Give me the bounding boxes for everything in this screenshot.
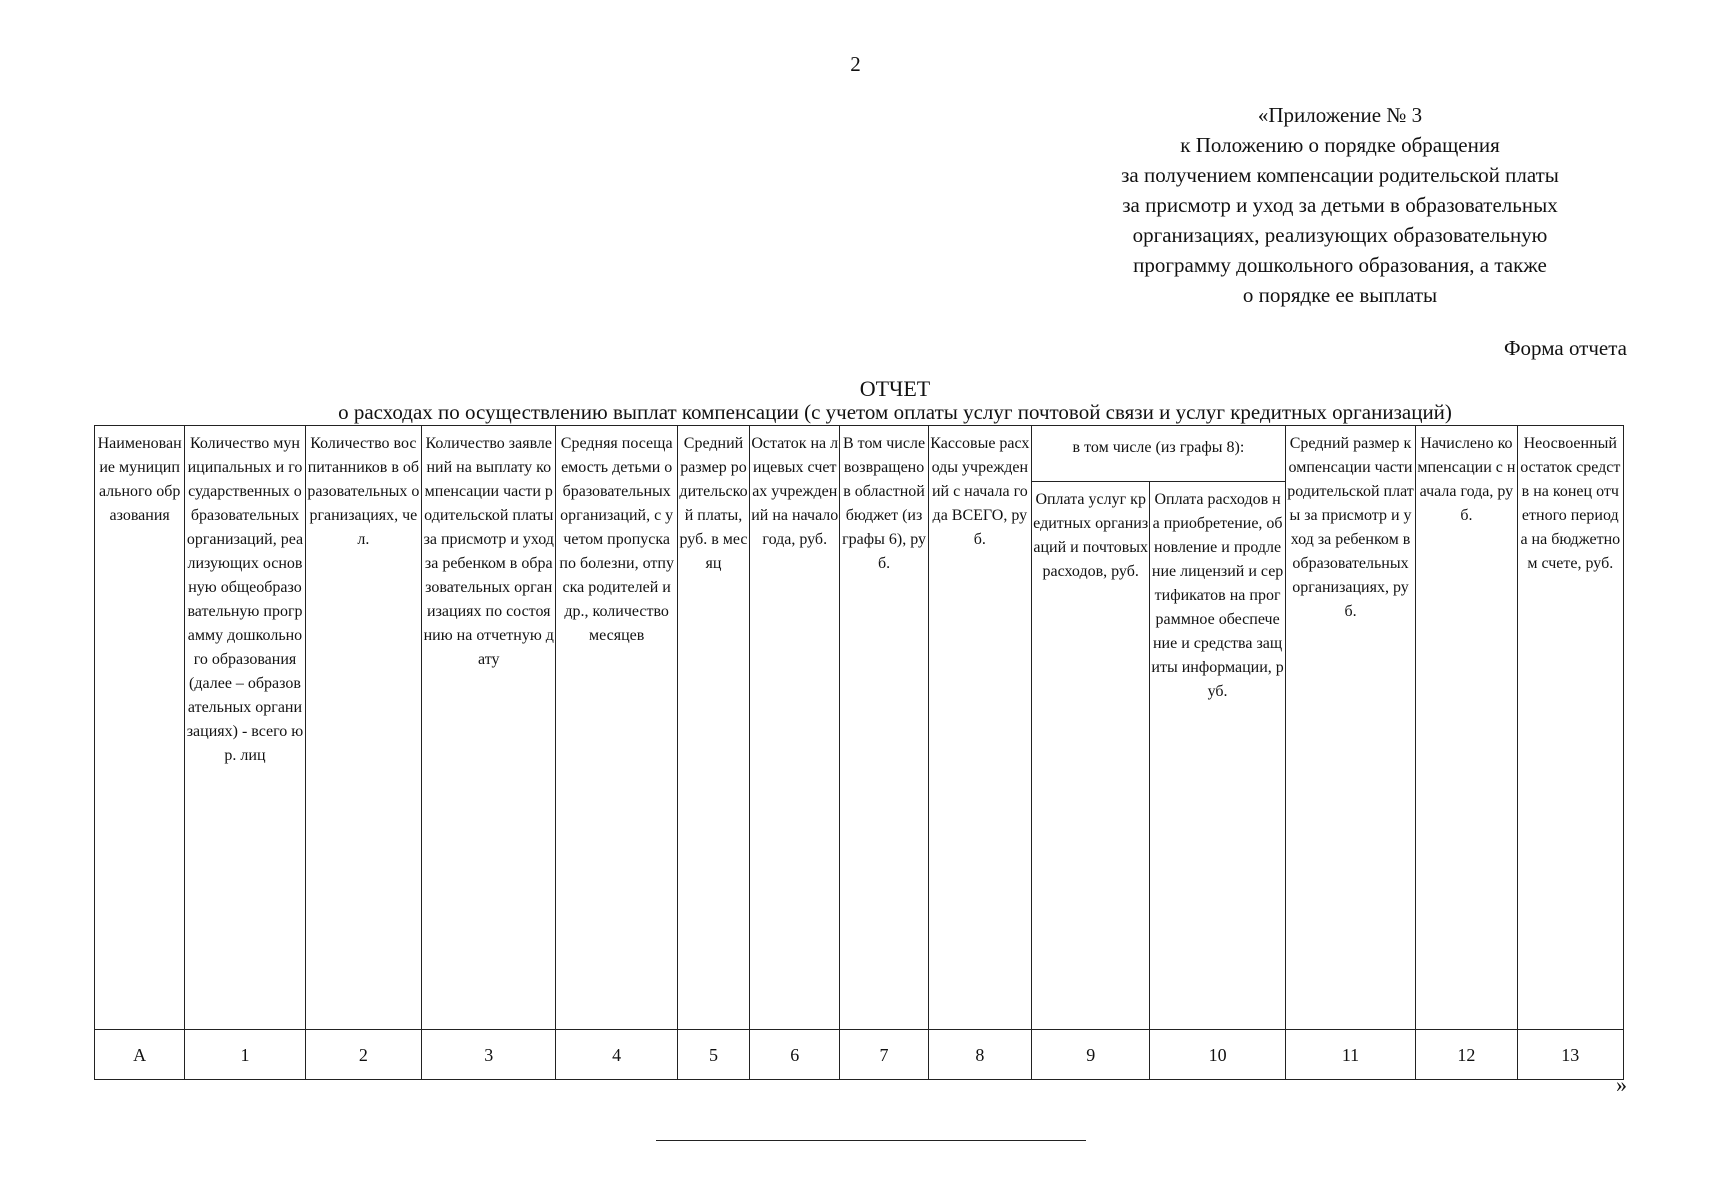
header-col-12: Начислено компенсации с начала года, руб. <box>1416 426 1517 1030</box>
table-header-row <box>95 426 1624 482</box>
header-col-10: Оплата расходов на приобретение, обновление и продление лицензий и сертификатов на программное обеспечение и средства защиты информации, руб. <box>1150 482 1285 1030</box>
column-number: 12 <box>1416 1030 1517 1080</box>
header-col-3: Количество заявлений на выплату компенсации части родительской платы за присмотр и уход за ребенком в образовательных организациях по состоянию на отчетную дату <box>422 426 556 1030</box>
appendix-line: к Положению о порядке обращения <box>1180 133 1500 157</box>
header-col-2: Количество воспитанников в образовательных организациях, чел. <box>305 426 421 1030</box>
column-number: 2 <box>305 1030 421 1080</box>
header-col-13: Неосвоенный остаток средств на конец отчетного периода на бюджетном счете, руб. <box>1517 426 1623 1030</box>
column-number: 7 <box>840 1030 928 1080</box>
header-col-4: Средняя посещаемость детьми образовательных организаций, с учетом пропуска по болезни, отпуска родителей и др., количество месяцев <box>556 426 677 1030</box>
header-col-6: Остаток на лицевых счетах учреждений на начало года, руб. <box>750 426 840 1030</box>
column-number: 5 <box>677 1030 749 1080</box>
report-subtitle: о расходах по осуществлению выплат компенсации (с учетом оплаты услуг почтовой связи и услуг кредитных организаций) <box>338 400 1452 424</box>
signature-line <box>656 1140 1086 1141</box>
column-number: 10 <box>1150 1030 1285 1080</box>
column-number: 3 <box>422 1030 556 1080</box>
appendix-line: «Приложение № 3 <box>1257 103 1423 127</box>
column-number: 13 <box>1517 1030 1623 1080</box>
header-col-1: Количество муниципальных и государственных образовательных организаций, реализующих основную общеобразовательную программу дошкольного образования (далее – образовательных организациях) - всего юр. лиц <box>185 426 305 1030</box>
header-col-5: Средний размер родительской платы, руб. в месяц <box>677 426 749 1030</box>
appendix-line: программу дошкольного образования, а также <box>1133 253 1547 277</box>
column-number: 11 <box>1285 1030 1415 1080</box>
header-col-8: Кассовые расходы учреждений с начала года ВСЕГО, руб. <box>928 426 1031 1030</box>
column-number: 1 <box>185 1030 305 1080</box>
appendix-line: за получением компенсации родительской платы <box>1121 163 1559 187</box>
page-number: 2 <box>850 52 861 76</box>
column-number: 8 <box>928 1030 1031 1080</box>
header-col-11: Средний размер компенсации части родительской платы за присмотр и уход за ребенком в образовательных организациях, руб. <box>1285 426 1415 1030</box>
appendix-header <box>1030 100 1650 310</box>
header-col-7: В том числе возвращено в областной бюджет (из графы 6), руб. <box>840 426 928 1030</box>
form-label: Форма отчета <box>1503 336 1627 360</box>
closing-quote: » <box>1616 1072 1627 1097</box>
column-number: 6 <box>750 1030 840 1080</box>
column-number-row <box>95 1030 1624 1080</box>
appendix-line: о порядке ее выплаты <box>1242 283 1438 307</box>
column-number: 4 <box>556 1030 677 1080</box>
column-number: 9 <box>1032 1030 1150 1080</box>
report-table <box>94 425 1624 1080</box>
header-col-a: Наименование муниципального образования <box>95 426 185 1030</box>
appendix-line: за присмотр и уход за детьми в образовательных <box>1122 193 1558 217</box>
appendix-line: организациях, реализующих образовательную <box>1132 223 1548 247</box>
header-col-9: Оплата услуг кредитных организаций и почтовых расходов, руб. <box>1032 482 1150 1030</box>
column-number: А <box>95 1030 185 1080</box>
report-title: ОТЧЕТ <box>859 376 931 401</box>
header-group-9-10: в том числе (из графы 8): <box>1032 426 1286 482</box>
